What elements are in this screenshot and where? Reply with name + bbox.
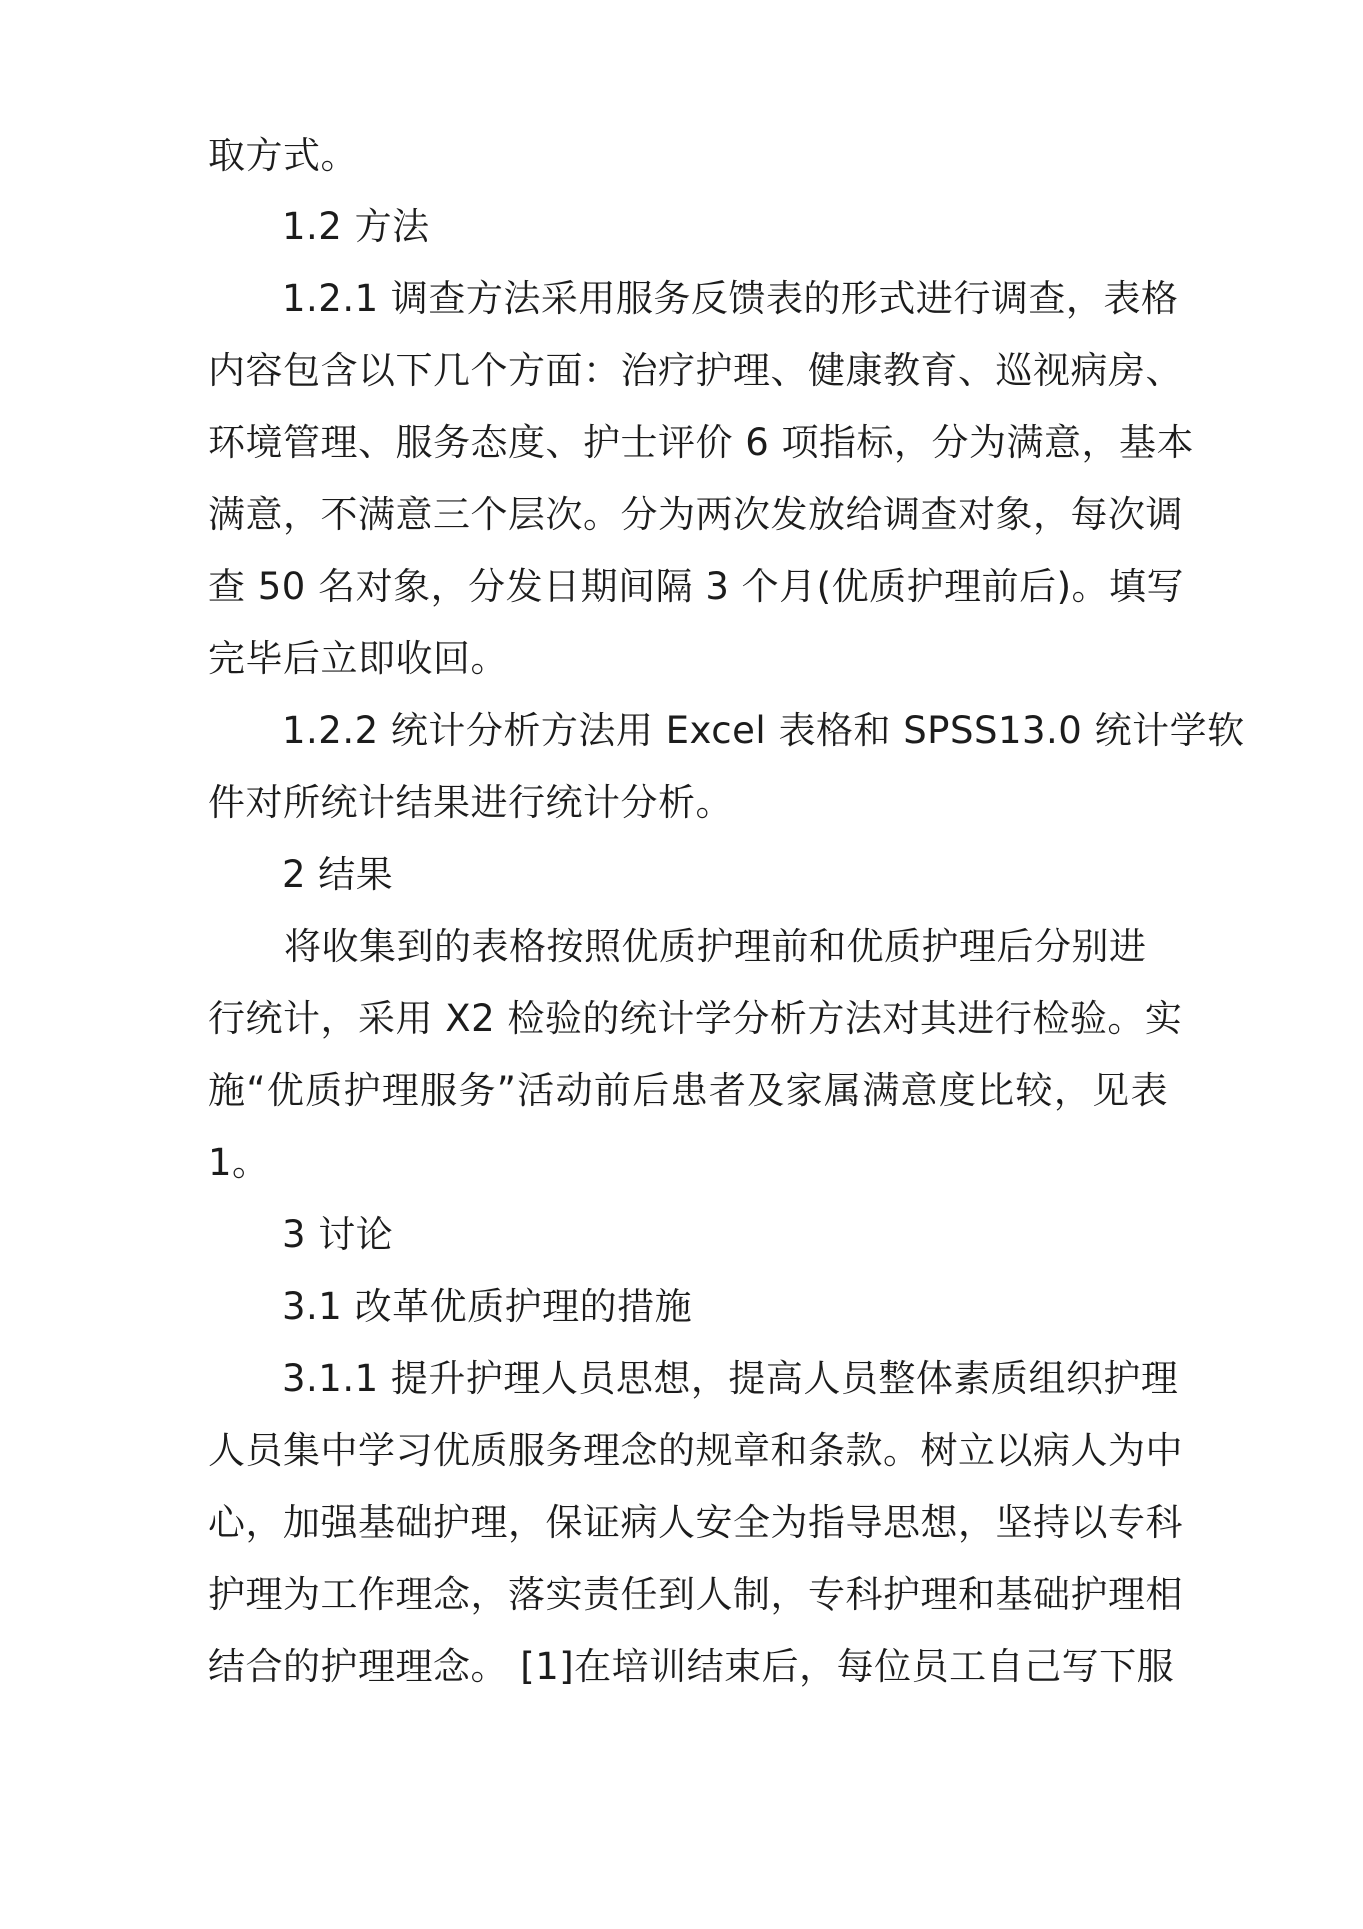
text-line: 护理为工作理念，落实责任到人制，专科护理和基础护理相 [208,1573,1183,1616]
text-line: 内容包含以下几个方面：治疗护理、健康教育、巡视病房、 [208,349,1183,392]
text-line: 件对所统计结果进行统计分析。 [208,781,733,824]
text-line: 人员集中学习优质服务理念的规章和条款。树立以病人为中 [208,1429,1183,1472]
text-line: 施“优质护理服务”活动前后患者及家属满意度比较，见表 [208,1069,1168,1112]
text-line: 1.2.1 调查方法采用服务反馈表的形式进行调查，表格 [282,277,1179,320]
section-heading: 3.1 改革优质护理的措施 [282,1285,693,1328]
text-line: 1。 [208,1141,270,1184]
text-line: 行统计，采用 X2 检验的统计学分析方法对其进行检验。实 [208,997,1183,1040]
text-line: 取方式。 [208,134,358,177]
text-line: 满意，不满意三个层次。分为两次发放给调查对象，每次调 [208,493,1183,536]
text-line: 结合的护理理念。 [1]在培训结束后，每位员工自己写下服 [208,1645,1175,1688]
section-heading: 3 讨论 [282,1213,394,1256]
section-heading: 2 结果 [282,853,394,896]
text-line: 环境管理、服务态度、护士评价 6 项指标，分为满意，基本 [208,421,1195,464]
text-line: 完毕后立即收回。 [208,637,508,680]
text-line: 3.1.1 提升护理人员思想，提高人员整体素质组织护理 [282,1357,1179,1400]
text-line: 将收集到的表格按照优质护理前和优质护理后分别进 [284,925,1147,968]
text-line: 心，加强基础护理，保证病人安全为指导思想，坚持以专科 [208,1501,1183,1544]
section-heading: 1.2 方法 [282,205,430,248]
text-line: 1.2.2 统计分析方法用 Excel 表格和 SPSS13.0 统计学软 [282,709,1245,752]
text-line: 查 50 名对象，分发日期间隔 3 个月(优质护理前后)。填写 [208,565,1185,608]
